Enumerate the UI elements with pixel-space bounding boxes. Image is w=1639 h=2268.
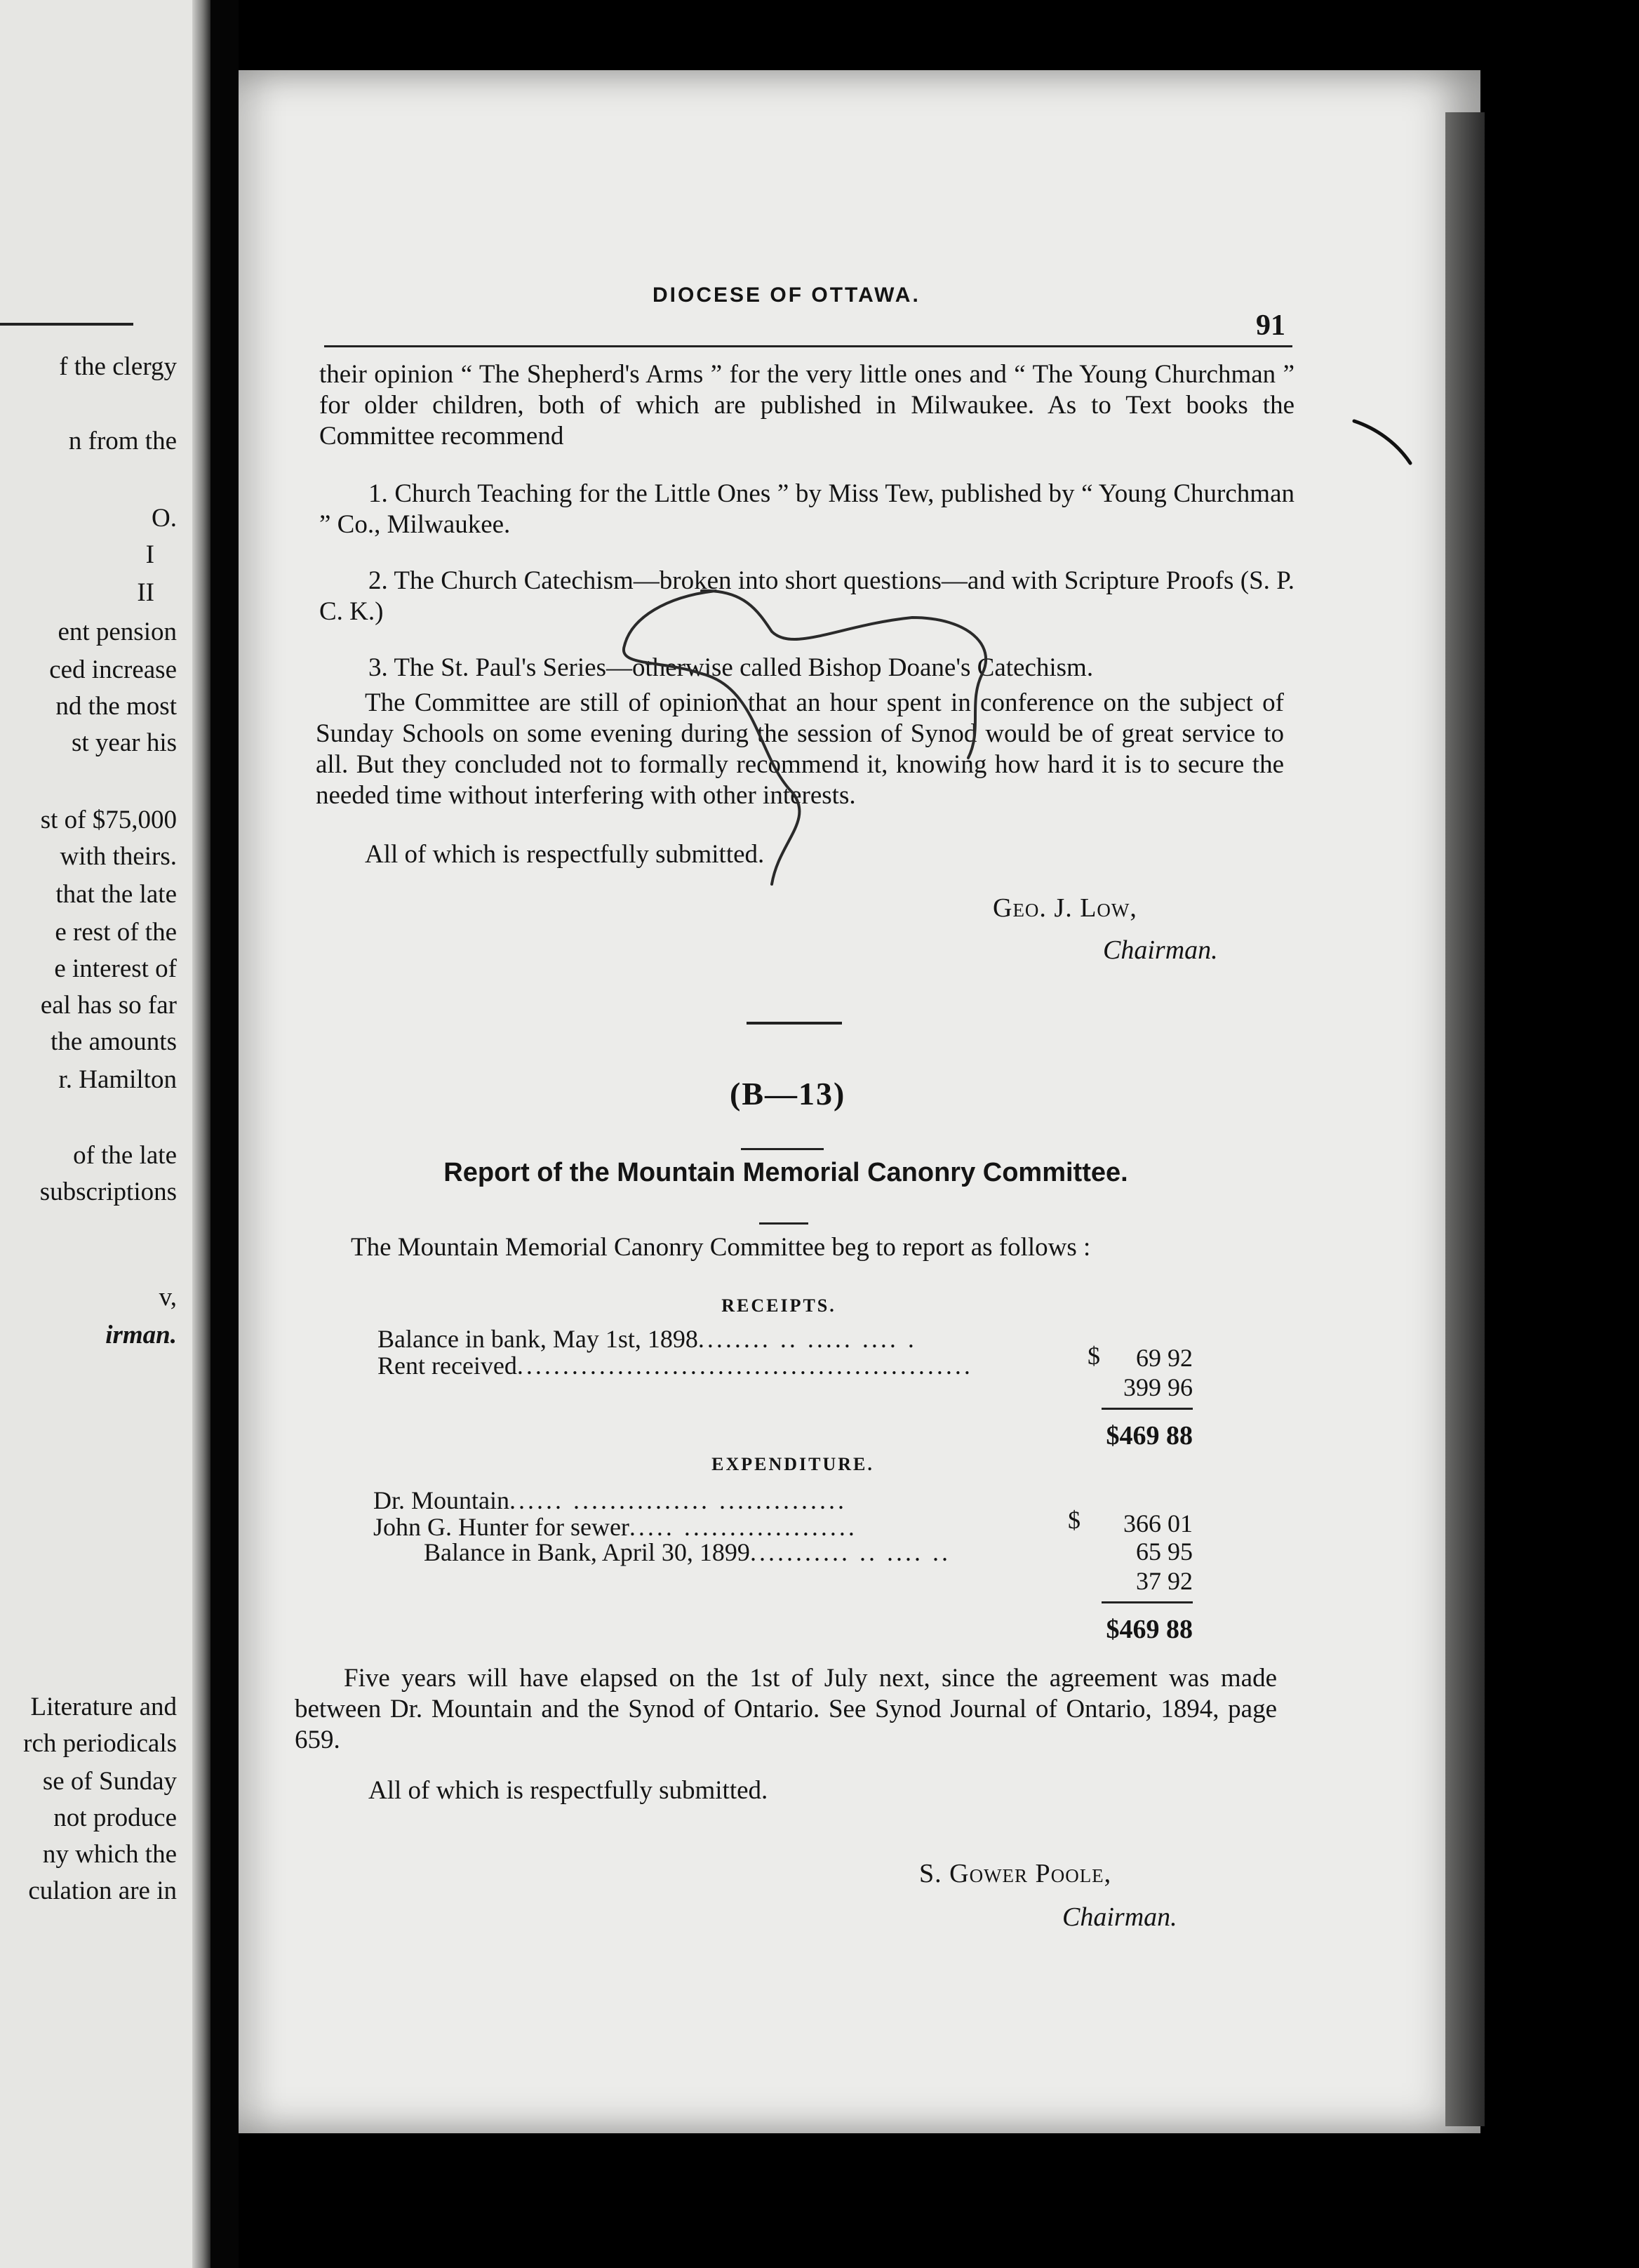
- report-a-intro: their opinion “ The Shepherd's Arms ” for the very little ones and “ The Young Churchman ” for older children, both of which are published in Milwaukee. As to Text books the Committee recommend: [319, 360, 1295, 451]
- left-line: culation are in: [28, 1876, 177, 1905]
- report-a-role: Chairman.: [1103, 935, 1218, 965]
- report-b-intro: The Mountain Memorial Canonry Committee beg to report as follows :: [351, 1233, 1091, 1262]
- left-line: that the late: [55, 880, 177, 909]
- report-b-closing: All of which is respectfully submitted.: [368, 1776, 768, 1805]
- dot-leader: ........... .. .... ..: [749, 1538, 951, 1566]
- left-line: nd the most: [55, 692, 177, 721]
- expenditure-total: $469 88: [1106, 1615, 1193, 1644]
- receipt-label: Rent received: [377, 1352, 517, 1380]
- expenditure-label: Balance in Bank, April 30, 1899: [424, 1538, 750, 1566]
- receipt-amount: 399 96: [1123, 1373, 1193, 1401]
- left-line: ent pension: [58, 618, 177, 646]
- report-a-paragraph: The Committee are still of opinion that an hour spent in conference on the subject of Sunday Schools on some evening during the session of Synod would be of great service to all. But they concluded not to formally recommend it, knowing how hard it is to secure the needed time without interfering with other interests.: [316, 688, 1284, 810]
- dot-leader: ........ .. ..... .... .: [697, 1325, 917, 1353]
- receipt-amount: 69 92: [1136, 1344, 1193, 1372]
- left-line: ced increase: [49, 655, 177, 684]
- report-b-role: Chairman.: [1062, 1902, 1177, 1932]
- left-line: f the clergy: [59, 352, 177, 381]
- dot-leader: ..................................................: [516, 1352, 973, 1380]
- left-line: eal has so far: [40, 991, 177, 1020]
- left-line: with theirs.: [60, 842, 177, 871]
- left-line: Literature and: [30, 1693, 177, 1721]
- left-line: r. Hamilton: [58, 1065, 177, 1094]
- left-line: irman.: [105, 1321, 177, 1349]
- left-line: st of $75,000: [40, 806, 177, 834]
- expenditure-amount: 37 92: [1136, 1567, 1193, 1595]
- left-line: n from the: [68, 427, 177, 455]
- left-line: rch periodicals: [23, 1729, 177, 1758]
- receipt-label: Balance in bank, May 1st, 1898: [377, 1325, 698, 1353]
- report-a-item-3: 3. The St. Paul's Series—otherwise called Bishop Doane's Catechism.: [368, 653, 1094, 682]
- dot-leader: ...... ............... ..............: [509, 1486, 847, 1514]
- report-b-signer: S. Gower Poole,: [919, 1859, 1112, 1888]
- left-line: e interest of: [54, 954, 177, 983]
- report-a-item-2: 2. The Church Catechism—broken into short questions—and with Scripture Proofs (S. P. C. K.): [319, 566, 1295, 626]
- left-line: se of Sunday: [42, 1767, 177, 1796]
- expenditure-label: John G. Hunter for sewer: [373, 1513, 629, 1541]
- left-line: II: [137, 578, 154, 607]
- receipts-total: $469 88: [1106, 1421, 1193, 1450]
- expenditure-dollar: $: [1068, 1506, 1081, 1534]
- report-b-paragraph: Five years will have elapsed on the 1st of July next, since the agreement was made between Dr. Mountain and the Synod of Ontario. See Synod Journal of Ontario, 1894, page 659.: [295, 1664, 1277, 1754]
- left-line: I: [145, 540, 154, 569]
- expenditure-heading: EXPENDITURE.: [711, 1454, 874, 1474]
- left-line: not produce: [53, 1803, 177, 1832]
- expenditure-label: Dr. Mountain: [373, 1486, 509, 1514]
- dot-leader: ..... ...................: [629, 1513, 857, 1541]
- left-line: subscriptions: [39, 1178, 177, 1206]
- report-b-title: Report of the Mountain Memorial Canonry Committee.: [443, 1158, 1128, 1187]
- receipt-dollar: $: [1088, 1342, 1100, 1370]
- left-line: of the late: [73, 1141, 177, 1170]
- expenditure-amount: 65 95: [1136, 1537, 1193, 1566]
- left-line: st year his: [71, 728, 177, 757]
- left-line: v,: [159, 1283, 177, 1312]
- report-a-closing: All of which is respectfully submitted.: [365, 840, 765, 869]
- receipts-heading: RECEIPTS.: [721, 1295, 836, 1316]
- expenditure-amount: 366 01: [1123, 1509, 1193, 1537]
- left-line: e rest of the: [55, 918, 177, 947]
- report-a-item-1: 1. Church Teaching for the Little Ones ” by Miss Tew, published by “ Young Churchman ” Co., Milwaukee.: [319, 479, 1295, 539]
- left-line: O.: [152, 504, 177, 533]
- left-line: ny which the: [42, 1840, 177, 1869]
- page-number: 91: [1256, 309, 1285, 342]
- report-a-signer: Geo. J. Low,: [993, 893, 1137, 923]
- section-code: (B—13): [730, 1076, 846, 1112]
- left-line: the amounts: [51, 1027, 177, 1056]
- running-header: DIOCESE OF OTTAWA.: [653, 284, 921, 307]
